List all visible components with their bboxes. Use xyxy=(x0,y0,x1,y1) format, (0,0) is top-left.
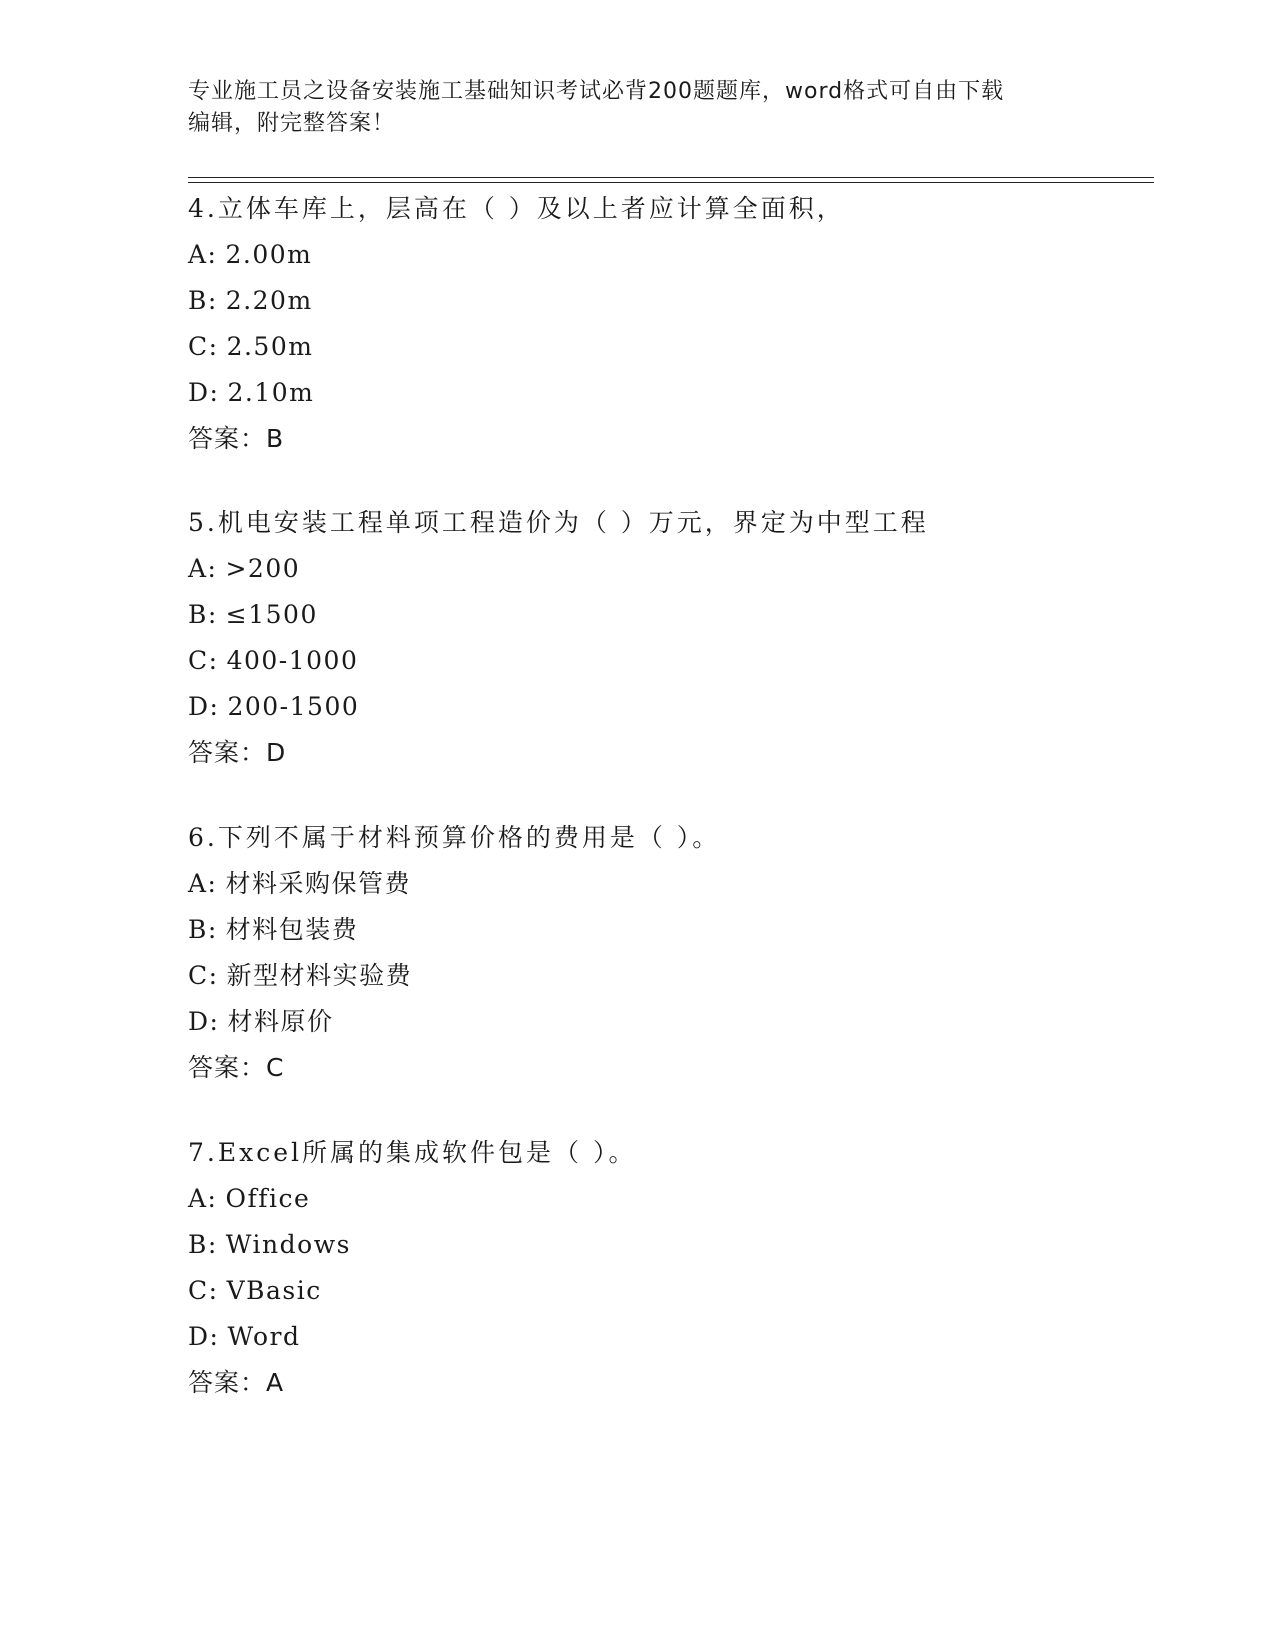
question-block xyxy=(188,186,1148,462)
option-c xyxy=(188,953,1148,999)
option-text: 2.10m xyxy=(227,378,315,407)
option-text: 2.20m xyxy=(225,286,313,315)
option-text: 400-1000 xyxy=(226,646,359,675)
option-text: 材料包装费 xyxy=(225,915,359,944)
option-text: 2.50m xyxy=(226,332,314,361)
option-letter: A: xyxy=(188,1184,218,1213)
option-text: Office xyxy=(225,1184,311,1213)
option-text: 200-1500 xyxy=(227,692,360,721)
option-text: Windows xyxy=(225,1230,351,1259)
option-c xyxy=(188,1268,1148,1314)
option-letter: B: xyxy=(188,286,218,315)
option-a xyxy=(188,232,1148,278)
option-b xyxy=(188,1222,1148,1268)
option-b xyxy=(188,278,1148,324)
question-block xyxy=(188,815,1148,1091)
header-line-1: 专业施工员之设备安装施工基础知识考试必背200题题库，word格式可自由下载 xyxy=(188,79,1005,104)
option-text: 2.00m xyxy=(225,240,313,269)
option-b xyxy=(188,592,1148,638)
header-line-2: 编辑，附完整答案！ xyxy=(188,111,396,136)
question-block xyxy=(188,500,1148,776)
option-letter: B: xyxy=(188,600,218,629)
question-block xyxy=(188,1130,1148,1406)
option-letter: D: xyxy=(188,378,220,407)
option-letter: A: xyxy=(188,554,218,583)
question-stem: 7.Excel所属的集成软件包是（ ）。 xyxy=(188,1138,637,1167)
option-letter: D: xyxy=(188,692,220,721)
option-d xyxy=(188,1314,1148,1360)
answer-line: 答案：D xyxy=(188,738,287,767)
option-text: 材料采购保管费 xyxy=(225,869,411,898)
header-divider-top xyxy=(188,177,1154,178)
option-c xyxy=(188,324,1148,370)
answer-line: 答案：C xyxy=(188,1053,285,1082)
header-divider-bottom xyxy=(188,182,1154,183)
option-text: ≤1500 xyxy=(225,600,318,629)
answer-line: 答案：B xyxy=(188,424,285,453)
option-d xyxy=(188,370,1148,416)
option-letter: B: xyxy=(188,915,218,944)
option-text: >200 xyxy=(225,554,301,583)
option-a xyxy=(188,861,1148,907)
option-letter: C: xyxy=(188,961,219,990)
document-header xyxy=(188,76,1088,140)
option-letter: A: xyxy=(188,240,218,269)
option-d xyxy=(188,684,1148,730)
option-text: 材料原价 xyxy=(227,1007,334,1036)
option-a xyxy=(188,546,1148,592)
question-stem: 5.机电安装工程单项工程造价为（ ）万元，界定为中型工程 xyxy=(188,508,929,537)
option-b xyxy=(188,907,1148,953)
option-letter: B: xyxy=(188,1230,218,1259)
option-letter: C: xyxy=(188,332,219,361)
option-a xyxy=(188,1176,1148,1222)
option-letter: D: xyxy=(188,1007,220,1036)
option-text: VBasic xyxy=(226,1276,322,1305)
option-letter: D: xyxy=(188,1322,220,1351)
option-letter: C: xyxy=(188,1276,219,1305)
option-letter: C: xyxy=(188,646,219,675)
option-c xyxy=(188,638,1148,684)
option-letter: A: xyxy=(188,869,218,898)
option-text: Word xyxy=(227,1322,301,1351)
question-stem: 4.立体车库上，层高在（ ）及以上者应计算全面积， xyxy=(188,194,845,223)
question-stem: 6.下列不属于材料预算价格的费用是（ ）。 xyxy=(188,823,721,852)
option-d xyxy=(188,999,1148,1045)
option-text: 新型材料实验费 xyxy=(226,961,413,990)
answer-line: 答案：A xyxy=(188,1368,285,1397)
